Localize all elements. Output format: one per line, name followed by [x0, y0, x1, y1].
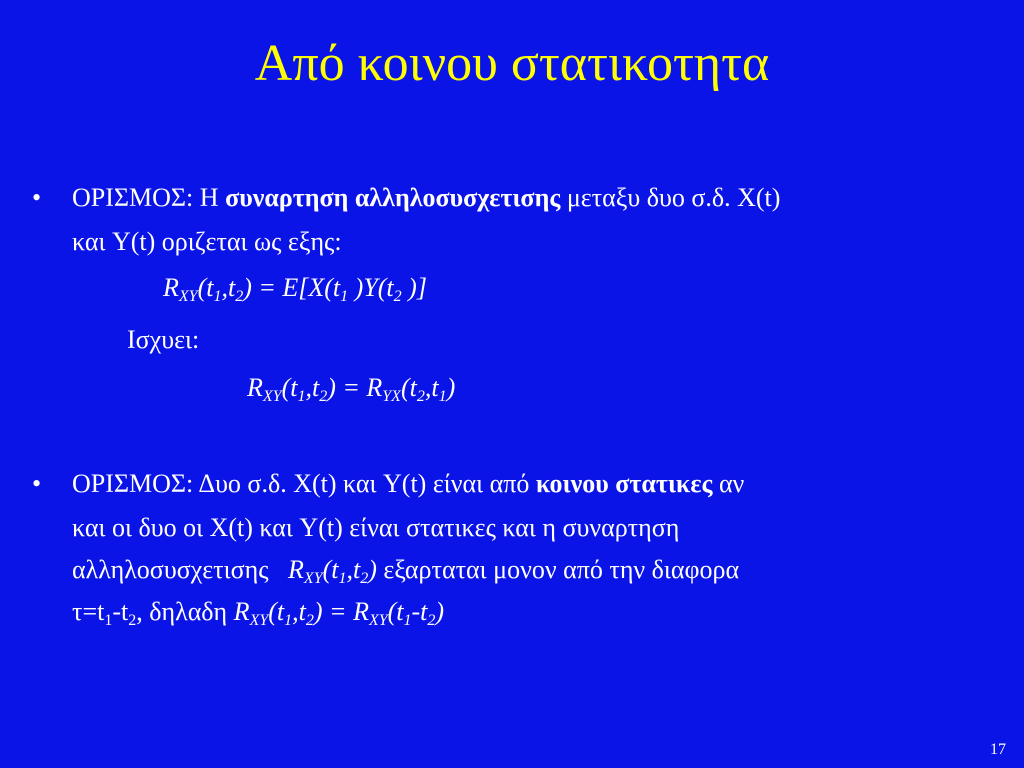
bullet-2-line-3-suffix: εξαρταται μονον από την διαφορα	[376, 555, 740, 584]
bullet-1-line-1-suffix: μεταξυ δυο σ.δ. X(t)	[560, 183, 781, 212]
bullet-2-line-4: $\tau=t_1-t_2$, δηλαδη $R_{XY}(t_1,t_2) = R_{XY}(t_1-t_2)$	[72, 597, 445, 629]
page-number: 17	[990, 741, 1006, 758]
bullet-2-line-3-prefix: αλληλοσυσχετισης	[72, 555, 289, 584]
holds-label: Ισχυει:	[127, 325, 200, 354]
bullet-2-line-2: και οι δυο οι X(t) και Y(t) είναι στατικες και η συναρτηση	[72, 513, 680, 542]
bullet-1-line-1	[72, 180, 780, 216]
bullet-1-dot: •	[32, 183, 42, 212]
bullet-2-line-3	[72, 552, 739, 588]
bullet-1-bold-term: συναρτηση αλληλοσυσχετισης	[225, 183, 561, 212]
bullet-2-line-1-suffix: αν	[712, 469, 745, 498]
bullet-2-line-4-formula: $R_{XY}(t_1,t_2) = R_{XY}(t_1-t_2)$	[233, 597, 445, 629]
bullet-2-bold-term: κοινου στατικες	[535, 469, 713, 498]
bullet-1-line-2: και Y(t) οριζεται ως εξης:	[72, 227, 342, 256]
bullet-2-dot: •	[32, 469, 42, 498]
formula-cross-correlation: $R_{XY}(t_1,t_2) = E[X(t_1$ )$Y(t_2$ )]	[163, 273, 427, 305]
formula-symmetry: $R_{XY}(t_1,t_2) = R_{YX}(t_2,t_1)$	[247, 373, 456, 405]
bullet-2-line-1	[72, 466, 744, 502]
bullet-2-line-1-prefix: ΟΡΙΣΜΟΣ: Δυο σ.δ. X(t) και Y(t) είναι από	[72, 469, 536, 498]
bullet-2-line-3-formula: $R_{XY}(t_1,t_2)$	[288, 555, 377, 587]
bullet-1-line-1-prefix: ΟΡΙΣΜΟΣ: Η	[72, 183, 226, 212]
slide-title: Από κοινου στατικοτητα	[254, 35, 770, 92]
